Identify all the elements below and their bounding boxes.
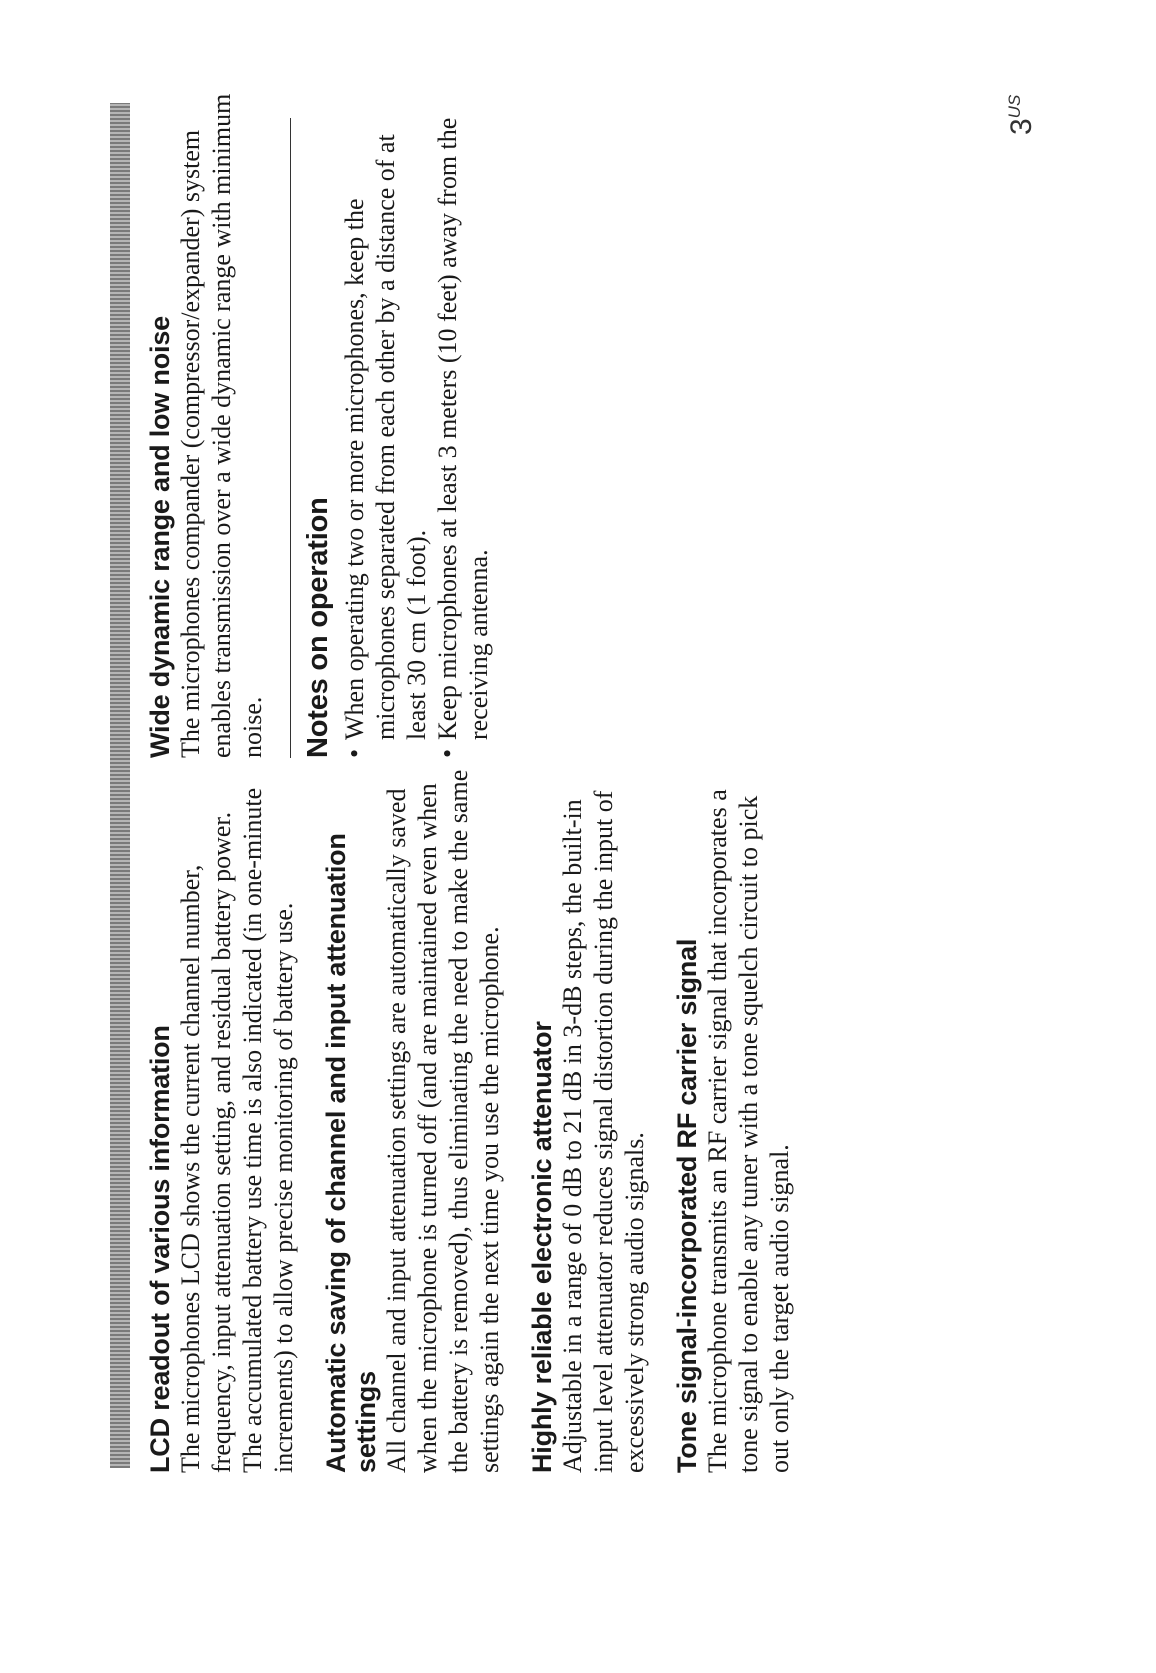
section-dynamic-range xyxy=(145,93,268,758)
section-automatic-saving xyxy=(321,768,505,1473)
left-column xyxy=(145,768,817,1473)
page-number-region: US xyxy=(1005,94,1024,119)
section-heading: LCD readout of various information xyxy=(145,1025,175,1473)
page-number xyxy=(1005,95,1039,135)
section-notes-on-operation xyxy=(301,93,494,758)
section-paragraph: Adjustable in a range of 0 dB to 21 dB in 3-dB steps, the built-in input level attenuator reduces signal distortion during the input of excessively strong audio signals. xyxy=(558,790,649,1473)
section-heading: Tone signal-incorporated RF carrier signal xyxy=(672,938,702,1473)
section-paragraph: The microphones compander (compressor/expander) system enables transmission over a wide dynamic range with minimum noise. xyxy=(176,93,267,758)
section-paragraph: The accumulated battery use time is also indicated (in one-minute increments) to allow precise monitoring of battery use. xyxy=(238,787,298,1473)
section-paragraph: All channel and input attenuation settings are automatically saved when the microphone is turned off (and are maintained even when the battery is removed), thus eliminating the need to make the same settings again the next time you use the microphone. xyxy=(382,769,504,1473)
section-heading: Automatic saving of channel and input attenuation settings xyxy=(321,833,381,1473)
note-text: Keep microphones at least 3 meters (10 feet) away from the receiving antenna. xyxy=(433,117,493,740)
notes-list xyxy=(339,93,494,758)
notes-heading: Notes on operation xyxy=(302,497,334,758)
section-paragraph: The microphone transmits an RF carrier signal that incorporates a tone signal to enable any tuner with a tone squelch circuit to pick out only the target audio signal. xyxy=(703,789,794,1473)
section-heading: Highly reliable electronic attenuator xyxy=(527,1021,557,1473)
page-number-value: 3 xyxy=(1005,118,1038,135)
note-text: When operating two or more microphones, keep the microphones separated from each other by a distance of at least 30 cm (1 foot). xyxy=(340,134,431,740)
bullet-icon: • xyxy=(340,748,369,758)
section-tone-signal xyxy=(672,768,795,1473)
note-item xyxy=(432,93,494,758)
note-item xyxy=(339,93,432,758)
section-heading: Wide dynamic range and low noise xyxy=(145,316,175,758)
section-electronic-attenuator xyxy=(527,768,650,1473)
right-column xyxy=(145,93,516,758)
header-band xyxy=(110,103,130,1468)
divider xyxy=(290,118,291,758)
bullet-icon: • xyxy=(433,748,462,758)
section-lcd-readout xyxy=(145,768,299,1473)
section-paragraph: The microphones LCD shows the current channel number, frequency, input attenuation setting, and residual battery power. xyxy=(176,811,236,1473)
